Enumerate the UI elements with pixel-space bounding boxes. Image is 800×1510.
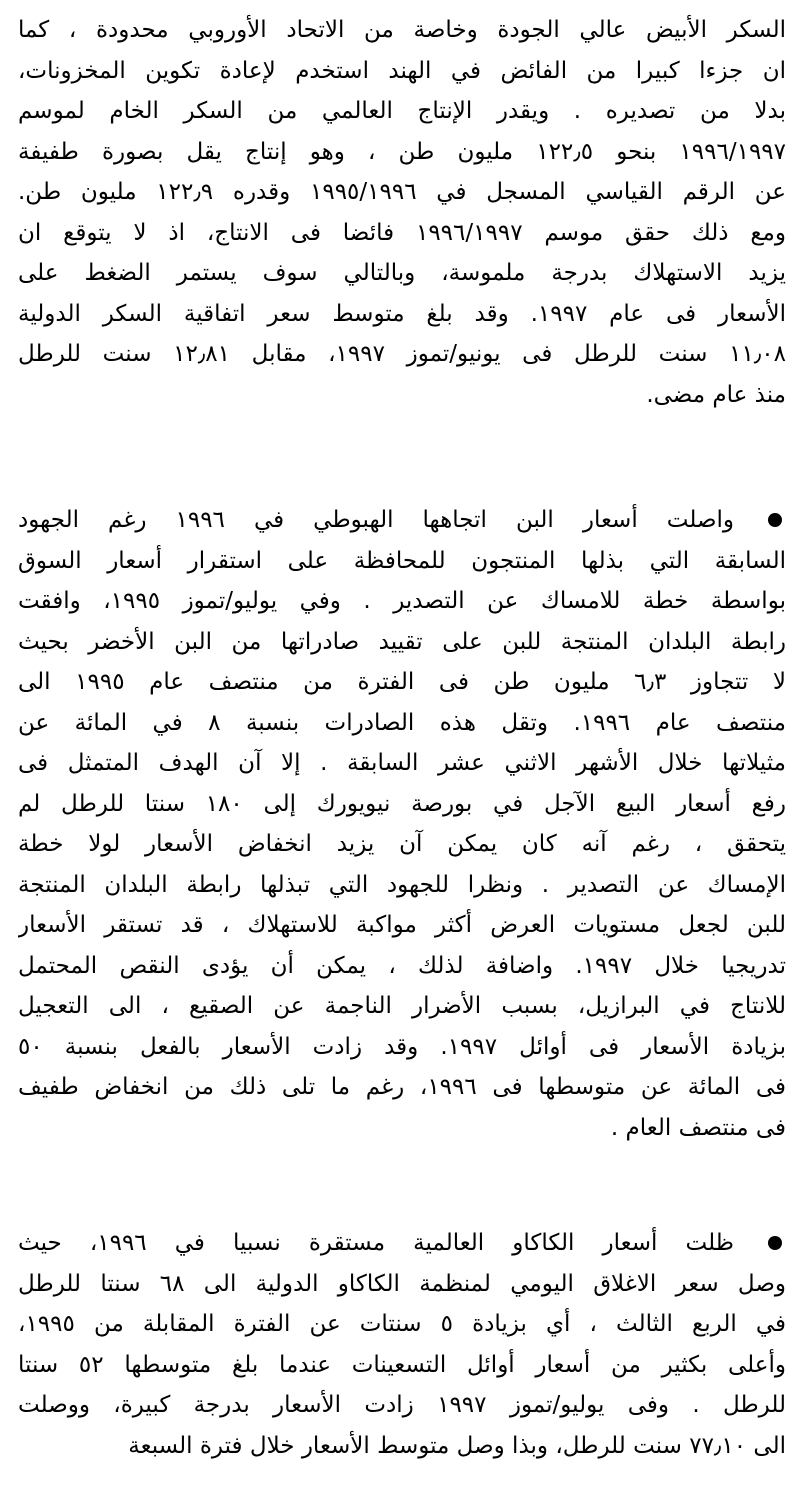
text-line: ان جزءا كبيرا من الفائض في الهند استخدم لإعادة تكوين المخزونات، xyxy=(18,57,786,84)
text-line: وأعلى بكثير من أسعار أوائل التسعينات عندما بلغ متوسطها ٥٢ سنتا xyxy=(18,1351,786,1378)
text-line: يزيد الاستهلاك بدرجة ملموسة، وبالتالي سوف يستمر الضغط على xyxy=(18,260,786,286)
text-line: للبن لجعل مستويات العرض أكثر مواكبة للاستهلاك ، قد تستقر الأسعار xyxy=(18,912,786,938)
text-line: منذ عام مضى. xyxy=(646,381,786,408)
text-line: فى منتصف العام . xyxy=(610,1114,786,1141)
paragraph-sugar xyxy=(18,10,786,415)
text-line: الإمساك عن التصدير . ونظرا للجهود التي تبذلها رابطة البلدان المنتجة xyxy=(18,871,786,898)
bullet-line xyxy=(18,500,786,541)
bullet-icon xyxy=(768,513,782,527)
text-line: رابطة البلدان المنتجة للبن على تقييد صادراتها من البن الأخضر بحيث xyxy=(18,628,786,655)
paragraph-coffee xyxy=(18,500,786,1148)
text-line: واصلت أسعار البن اتجاهها الهبوطي في ١٩٩٦ رغم الجهود xyxy=(18,507,734,533)
text-line: السكر الأبيض عالي الجودة وخاصة من الاتحاد الأوروبي محدودة ، كما xyxy=(18,17,786,43)
paragraph-cocoa xyxy=(18,1223,786,1466)
text-line: مثيلاتها خلال الأشهر الاثني عشر السابقة . إلا آن الهدف المتمثل فى xyxy=(18,750,786,776)
text-line: ومع ذلك حقق موسم ١٩٩٦/١٩٩٧ فائضا فى الانتاج، اذ لا يتوقع ان xyxy=(18,219,786,246)
bullet-icon xyxy=(768,1236,782,1250)
text-line: السابقة التي بذلها المنتجون للمحافظة على استقرار أسعار السوق xyxy=(18,547,786,574)
text-line: بواسطة خطة للامساك عن التصدير . وفي يوليو/تموز ١٩٩٥، وافقت xyxy=(18,588,786,614)
text-line: للرطل . وفى يوليو/تموز ١٩٩٧ زادت الأسعار بدرجة كبيرة، ووصلت xyxy=(18,1392,786,1418)
text-line: ١٩٩٦/١٩٩٧ بنحو ١٢٢٫٥ مليون طن ، وهو إنتاج يقل بصورة طفيفة xyxy=(18,138,786,165)
text-line: بزيادة الأسعار فى أوائل ١٩٩٧. وقد زادت الأسعار بالفعل بنسبة ٥٠ xyxy=(18,1033,786,1060)
text-line: تدريجيا خلال ١٩٩٧. واضافة لذلك ، يمكن أن يؤدى النقص المحتمل xyxy=(18,952,786,979)
bullet-line xyxy=(18,1223,786,1264)
text-line: منتصف عام ١٩٩٦. وتقل هذه الصادرات بنسبة ٨ في المائة عن xyxy=(18,709,786,736)
text-line: لا تتجاوز ٦٫٣ مليون طن فى الفترة من منتصف عام ١٩٩٥ الى xyxy=(18,669,786,695)
text-line: الأسعار فى عام ١٩٩٧. وقد بلغ متوسط سعر اتفاقية السكر الدولية xyxy=(18,300,786,327)
text-line: للانتاج في البرازيل، بسبب الأضرار الناجمة عن الصقيع ، الى التعجيل xyxy=(18,993,786,1019)
text-line: ظلت أسعار الكاكاو العالمية مستقرة نسبيا في ١٩٩٦، حيث xyxy=(18,1230,734,1256)
text-line: يتحقق ، رغم آنه كان يمكن آن يزيد انخفاض الأسعار لولا خطة xyxy=(18,831,786,857)
text-line: رفع أسعار البيع الآجل في بورصة نيويورك إلى ١٨٠ سنتا للرطل لم xyxy=(18,790,786,817)
text-line: بدلا من تصديره . ويقدر الإنتاج العالمي من السكر الخام لموسم xyxy=(18,98,786,124)
text-line: فى المائة عن متوسطها فى ١٩٩٦، رغم ما تلى ذلك من انخفاض طفيف xyxy=(18,1074,786,1100)
text-line: الى ٧٧٫١٠ سنت للرطل، وبذا وصل متوسط الأسعار خلال فترة السبعة xyxy=(128,1432,786,1459)
text-line: عن الرقم القياسي المسجل في ١٩٩٥/١٩٩٦ وقدره ١٢٢٫٩ مليون طن. xyxy=(18,179,786,205)
text-line: ١١٫٠٨ سنت للرطل فى يونيو/تموز ١٩٩٧، مقابل ١٢٫٨١ سنت للرطل xyxy=(18,341,786,367)
text-line: وصل سعر الاغلاق اليومي لمنظمة الكاكاو الدولية الى ٦٨ سنتا للرطل xyxy=(18,1270,786,1297)
text-line: في الربع الثالث ، أي بزيادة ٥ سنتات عن الفترة المقابلة من ١٩٩٥، xyxy=(18,1311,786,1337)
